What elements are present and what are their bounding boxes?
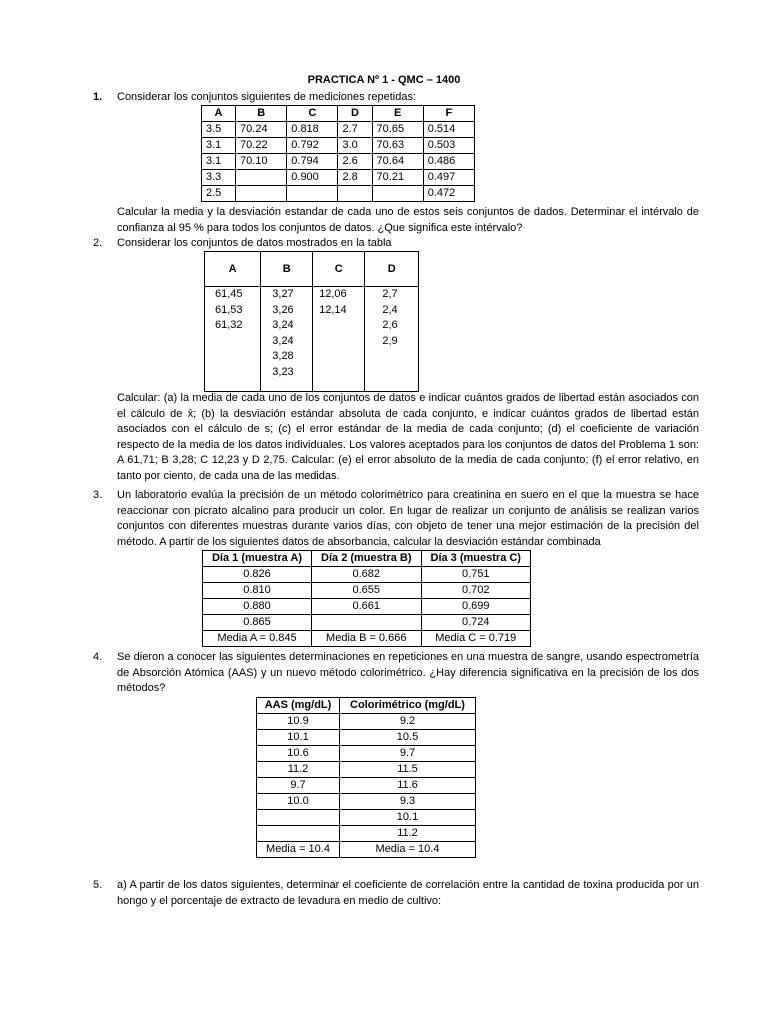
- table-cell: 10.5: [339, 730, 475, 746]
- cell-value: 3,26: [272, 303, 294, 316]
- table-cell: 11.2: [339, 826, 475, 842]
- table-cell: 0.900: [287, 170, 338, 186]
- table-row: [257, 778, 476, 794]
- table-cell: 11.5: [339, 762, 475, 778]
- question-4-number: 4.: [93, 651, 103, 663]
- table-cell: 3.5: [202, 122, 236, 138]
- mean-cell: Media = 10.4: [339, 842, 475, 858]
- table-cell: [338, 186, 372, 202]
- question-2-intro: Considerar los conjuntos de datos mostrados en la tabla: [117, 237, 392, 249]
- table-cell: [261, 287, 313, 392]
- table-cell: 70.63: [372, 138, 423, 154]
- cell-value: 2,9: [382, 334, 398, 347]
- table-row: [203, 599, 531, 615]
- table-cell: 70.10: [236, 154, 287, 170]
- table-cell: [365, 287, 419, 392]
- column-header: Día 2 (muestra B): [312, 551, 421, 567]
- table-row: [202, 170, 475, 186]
- column-header: D: [338, 106, 372, 122]
- table-header-row: [202, 106, 475, 122]
- table-cell: 10.6: [257, 746, 340, 762]
- cell-value: 3,27: [272, 288, 294, 300]
- cell-value: 2,7: [382, 288, 398, 300]
- table-row: [203, 583, 531, 599]
- column-header: E: [372, 106, 423, 122]
- question-1-intro: Considerar los conjuntos siguientes de mediciones repetidas:: [117, 91, 417, 103]
- question-2-text: Calcular: (a) la media de cada uno de los conjuntos de datos e indicar cuántos grados de libertad están asociados con el cálculo de x̄; (b) la desviación estándar absoluta de cada conjunto, e indicar cuántos grados de libertad están asociados con el cálculo de s; (c) el error estándar de la media de cada conjunto; (d) el coeficiente de variación respecto de la media de los datos individuales. Los valores aceptados para los conjuntos de datos del Problema 1 son: A 61,71; B 3,28; C 12,23 y D 2,75. Calcular: (e) el error absoluto de la media de cada conjunto; (f) el error relativo, en tanto por ciento, de cada una de las medidas.: [117, 392, 699, 482]
- question-4-text: Se dieron a conocer las siguientes determinaciones en repeticiones en una muestra de sangre, usando espectrometría de Absorción Atómica (AAS) y un nuevo método colorimétrico. ¿Hay diferencia significativa en la precisión de los dos métodos?: [117, 651, 699, 694]
- column-header: C: [313, 252, 365, 287]
- table-cell: [257, 810, 340, 826]
- cell-value: 3,24: [272, 319, 294, 331]
- cell-value: 2,4: [382, 303, 398, 316]
- table-cell: 70.64: [372, 154, 423, 170]
- table-cell: 0.702: [421, 583, 531, 599]
- table-row: [203, 615, 531, 631]
- table-cell: 0.699: [421, 599, 531, 615]
- table-cell: 9.7: [339, 746, 475, 762]
- question-1-text: Calcular la media y la desviación estandar de cada uno de estos seis conjuntos de dados. Determinar el intérvalo de confianza al 95 % para todos los conjuntos de datos. ¿Que significa este intérvalo?: [117, 206, 699, 234]
- table-cell: 0.792: [287, 138, 338, 154]
- table-cell: 3.1: [202, 138, 236, 154]
- table-row: [202, 186, 475, 202]
- table-footer-row: [257, 842, 476, 858]
- table-cell: 0.810: [203, 583, 312, 599]
- column-header: A: [202, 106, 236, 122]
- table-cell: 70.65: [372, 122, 423, 138]
- question-2-number: 2.: [93, 237, 103, 249]
- column-header: Día 1 (muestra A): [203, 551, 312, 567]
- table-cell: 3.3: [202, 170, 236, 186]
- table-row: [257, 746, 476, 762]
- table-cell: 70.21: [372, 170, 423, 186]
- table-cell: 3.1: [202, 154, 236, 170]
- table-cell: 0.818: [287, 122, 338, 138]
- table-row: [202, 122, 475, 138]
- cell-value: 3,23: [272, 365, 294, 378]
- table-cell: 11.6: [339, 778, 475, 794]
- table-cell: [372, 186, 423, 202]
- table-cell: 0.503: [423, 138, 474, 154]
- table-row: [203, 567, 531, 583]
- table-cell: 2.5: [202, 186, 236, 202]
- cell-value: 3,28: [272, 350, 294, 362]
- cell-value: 61,32: [215, 319, 243, 331]
- cell-value: 3,24: [272, 334, 294, 347]
- table-header-row: [257, 698, 476, 714]
- table-q2: [204, 251, 419, 392]
- column-header: Día 3 (muestra C): [421, 551, 531, 567]
- table-cell: 0.880: [203, 599, 312, 615]
- column-header: Colorimétrico (mg/dL): [339, 698, 475, 714]
- column-header: D: [365, 252, 419, 287]
- table-cell: 0.497: [423, 170, 474, 186]
- table-cell: 3.0: [338, 138, 372, 154]
- table-q4: [256, 697, 476, 858]
- question-1-number: 1.: [93, 91, 103, 103]
- column-header: B: [261, 252, 313, 287]
- table-header-row: [203, 551, 531, 567]
- table-cell: 10.9: [257, 714, 340, 730]
- table-cell: 0.794: [287, 154, 338, 170]
- cell-value: 61,53: [215, 303, 243, 316]
- table-cell: 2.8: [338, 170, 372, 186]
- table-cell: 0.724: [421, 615, 531, 631]
- table-cell: 0.514: [423, 122, 474, 138]
- question-3-number: 3.: [93, 489, 103, 501]
- column-header: F: [423, 106, 474, 122]
- table-cell: 11.2: [257, 762, 340, 778]
- cell-value: 12,14: [319, 303, 347, 316]
- table-q3: [202, 550, 531, 647]
- table-row: [205, 287, 419, 392]
- table-cell: 70.22: [236, 138, 287, 154]
- column-header: B: [236, 106, 287, 122]
- table-row: [257, 730, 476, 746]
- table-cell: [236, 170, 287, 186]
- table-cell: [312, 615, 421, 631]
- table-cell: 2.6: [338, 154, 372, 170]
- cell-value: 61,45: [215, 288, 243, 300]
- table-row: [257, 762, 476, 778]
- page-title: PRACTICA Nº 1 - QMC – 1400: [307, 74, 461, 86]
- table-cell: 0.751: [421, 567, 531, 583]
- table-cell: 0.865: [203, 615, 312, 631]
- table-cell: 9.2: [339, 714, 475, 730]
- table-cell: 10.1: [339, 810, 475, 826]
- table-footer-row: [203, 631, 531, 647]
- table-cell: 0.472: [423, 186, 474, 202]
- question-3-text: Un laboratorio evalúa la precisión de un método colorimétrico para creatinina en suero en el que la muestra se hace reaccionar con picrato alcalino para producir un color. En lugar de realizar un conjunto de análisis se realizan varios conjuntos con diferentes muestras durante varios días, con objeto de tener una mejor estimación de la precisión del método. A partir de los siguientes datos de absorbancia, calcular la desviación estándar combinada: [117, 489, 699, 548]
- table-row: [257, 714, 476, 730]
- table-q1: [201, 105, 475, 202]
- mean-cell: Media B = 0.666: [312, 631, 421, 647]
- table-row: [257, 810, 476, 826]
- mean-cell: Media = 10.4: [257, 842, 340, 858]
- table-cell: 0.486: [423, 154, 474, 170]
- table-cell: [205, 287, 261, 392]
- table-cell: [257, 826, 340, 842]
- table-cell: [313, 287, 365, 392]
- cell-value: 12,06: [319, 288, 347, 300]
- table-cell: [236, 186, 287, 202]
- table-header-row: [205, 252, 419, 287]
- table-cell: 9.7: [257, 778, 340, 794]
- table-cell: 0.655: [312, 583, 421, 599]
- mean-cell: Media A = 0.845: [203, 631, 312, 647]
- table-cell: 10.1: [257, 730, 340, 746]
- mean-cell: Media C = 0.719: [421, 631, 531, 647]
- table-cell: 9.3: [339, 794, 475, 810]
- table-row: [202, 138, 475, 154]
- table-cell: 10.0: [257, 794, 340, 810]
- question-5-text: a) A partir de los datos siguientes, determinar el coeficiente de correlación entre la cantidad de toxina producida por un hongo y el porcentaje de extracto de levadura en medio de cultivo:: [117, 879, 699, 907]
- table-cell: 70.24: [236, 122, 287, 138]
- table-cell: 0.661: [312, 599, 421, 615]
- table-cell: 0.682: [312, 567, 421, 583]
- column-header: AAS (mg/dL): [257, 698, 340, 714]
- table-cell: 2.7: [338, 122, 372, 138]
- column-header: A: [205, 252, 261, 287]
- column-header: C: [287, 106, 338, 122]
- table-cell: 0.826: [203, 567, 312, 583]
- table-row: [257, 794, 476, 810]
- table-cell: [287, 186, 338, 202]
- table-row: [202, 154, 475, 170]
- cell-value: 2,6: [382, 319, 398, 331]
- question-5-number: 5.: [93, 879, 103, 891]
- table-row: [257, 826, 476, 842]
